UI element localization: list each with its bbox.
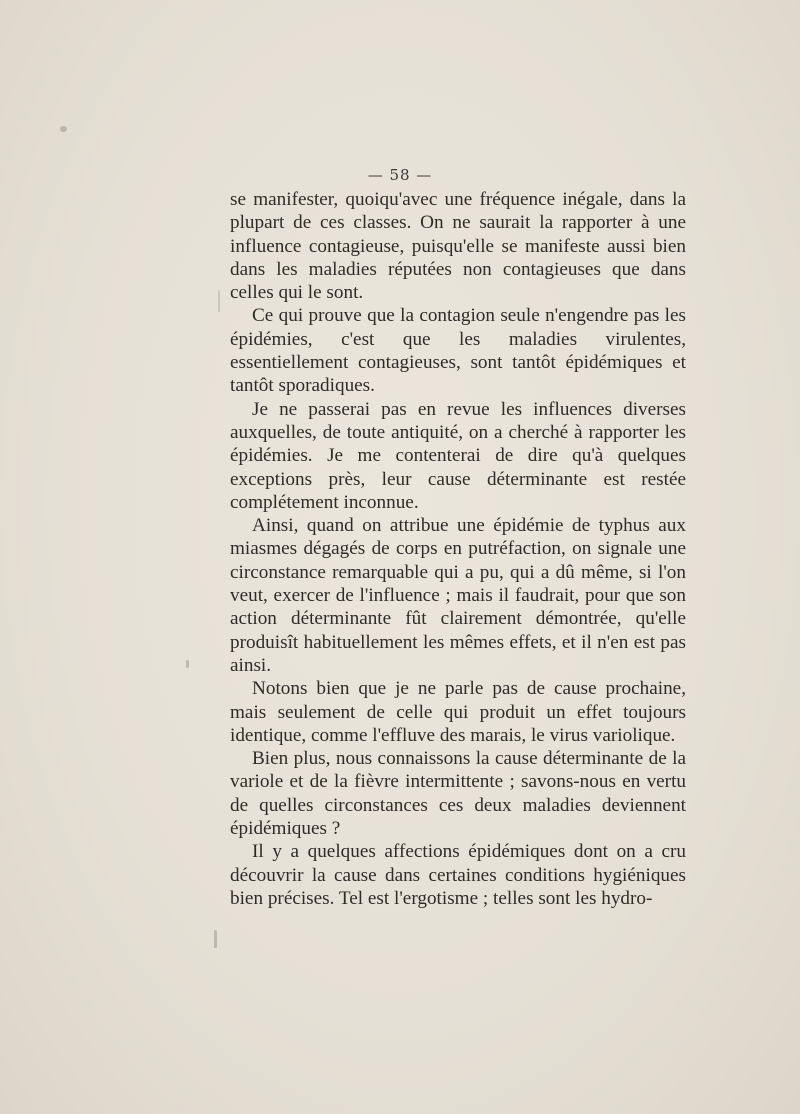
paragraph-3: Je ne passerai pas en revue les influences diverses auxquelles, de toute antiquité, on a cherché à rapporter les épidémies. Je me contenterai de dire qu'à quelques exceptions près, leur cause déterminante est restée complétement inconnue. (230, 398, 686, 513)
paragraph-7: Il y a quelques affections épidémiques dont on a cru découvrir la cause dans certaines conditions hygiéniques bien précises. Tel est l'ergotisme ; telles sont les hydro- (230, 841, 686, 909)
body-text (230, 188, 686, 910)
page-number: — 58 — (367, 166, 433, 184)
paragraph-4: Ainsi, quand on attribue une épidémie de typhus aux miasmes dégagés de corps en putréfaction, on signale une circonstance remarquable qui a pu, qui a dû même, si l'on veut, exercer de l'influence ; mais il faudrait, pour que son action déterminante fût clairement démontrée, qu'elle produisît habituellement les mêmes effets, et il n'en est pas ainsi. (230, 515, 686, 676)
paragraph-5: Notons bien que je ne parle pas de cause prochaine, mais seulement de celle qui produit un effet toujours identique, comme l'effluve des marais, le virus variolique. (230, 678, 686, 746)
paper-speck (186, 660, 189, 668)
paper-speck (60, 126, 67, 132)
paragraph-6: Bien plus, nous connaissons la cause déterminante de la variole et de la fièvre intermittente ; savons-nous en vertu de quelles circonstances ces deux maladies deviennent épidémiques ? (230, 748, 686, 840)
paper-speck (218, 290, 220, 312)
paragraph-1: se manifester, quoiqu'avec une fréquence inégale, dans la plupart de ces classes. On ne saurait la rapporter à une influence contagieuse, puisqu'elle se manifeste aussi bien dans les maladies réputées non contagieuses que dans celles qui le sont. (230, 189, 686, 304)
paragraph-2: Ce qui prouve que la contagion seule n'engendre pas les épidémies, c'est que les maladies virulentes, essentiellement contagieuses, sont tantôt épidémiques et tantôt sporadiques. (230, 305, 686, 397)
paper-speck (214, 930, 217, 948)
